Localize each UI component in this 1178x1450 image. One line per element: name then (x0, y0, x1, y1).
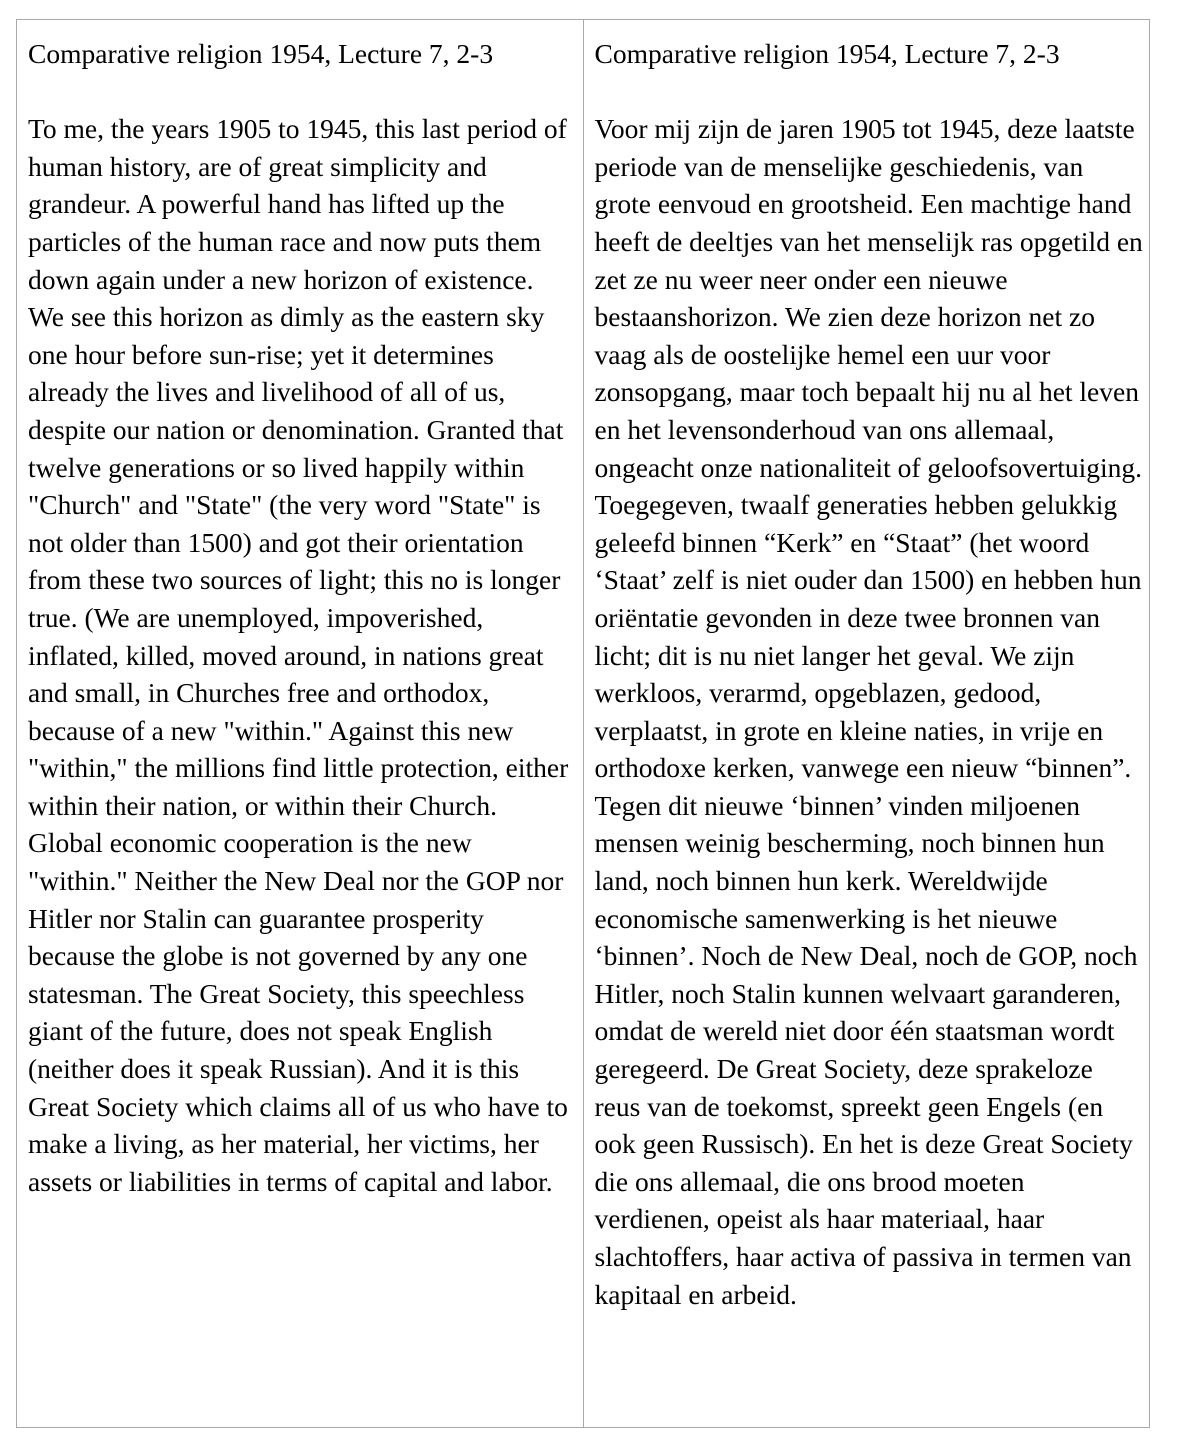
english-column (17, 20, 584, 1427)
dutch-column (584, 20, 1150, 1427)
english-paragraph: To me, the years 1905 to 1945, this last period of human history, are of great simplicity and grandeur. A powerful hand has lifted up the particles of the human race and now puts them down again under a new horizon of existence. We see this horizon as dimly as the eastern sky one hour before sun-rise; yet it determines already the lives and livelihood of all of us, despite our nation or denomination. Granted that twelve generations or so lived happily within "Church" and "State" (the very word "State" is not older than 1500) and got their orientation from these two sources of light; this no is longer true. (We are unemployed, impoverished, inflated, killed, moved around, in nations great and small, in Churches free and orthodox, because of a new "within." Against this new "within," the millions find little protection, either within their nation, or within their Church. Global economic cooperation is the new "within." Neither the New Deal nor the GOP nor Hitler nor Stalin can guarantee prosperity because the globe is not governed by any one statesman. The Great Society, this speechless giant of the future, does not speak English (neither does it speak Russian). And it is this Great Society which claims all of us who have to make a living, as her material, her victims, her assets or liabilities in terms of capital and labor. (28, 113, 569, 1197)
english-heading: Comparative religion 1954, Lecture 7, 2-3 (28, 38, 494, 69)
dutch-heading: Comparative religion 1954, Lecture 7, 2-3 (594, 38, 1060, 69)
dutch-paragraph: Voor mij zijn de jaren 1905 tot 1945, deze laatste periode van de menselijke geschiedenis, van grote eenvoud en grootsheid. Een machtige hand heeft de deeltjes van het menselijk ras opgetild en zet ze nu weer neer onder een nieuwe bestaanshorizon. We zien deze horizon net zo vaag als de oostelijke hemel een uur voor zonsopgang, maar toch bepaalt hij nu al het leven en het levensonderhoud van ons allemaal, ongeacht onze nationaliteit of geloofsovertuiging. Toegegeven, twaalf generaties hebben gelukkig geleefd binnen “Kerk” en “Staat” (het woord ‘Staat’ zelf is niet ouder dan 1500) en hebben hun oriëntatie gevonden in deze twee bronnen van licht; dit is nu niet langer het geval. We zijn werkloos, verarmd, opgeblazen, gedood, verplaatst, in grote en kleine naties, in vrije en orthodoxe kerken, vanwege een nieuw “binnen”. Tegen dit nieuwe ‘binnen’ vinden miljoenen mensen weinig bescherming, noch binnen hun land, noch binnen hun kerk. Wereldwijde economische samenwerking is het nieuwe ‘binnen’. Noch de New Deal, noch de GOP, noch Hitler, noch Stalin kunnen welvaart garanderen, omdat de wereld niet door één staatsman wordt geregeerd. De Great Society, deze sprakeloze reus van de toekomst, spreekt geen Engels (en ook geen Russisch). En het is deze Great Society die ons allemaal, die ons brood moeten verdienen, opeist als haar materiaal, haar slachtoffers, haar activa of passiva in termen van kapitaal en arbeid. (594, 113, 1143, 1310)
spacer (595, 73, 1144, 111)
translation-table (16, 19, 1150, 1428)
spacer (28, 73, 572, 111)
